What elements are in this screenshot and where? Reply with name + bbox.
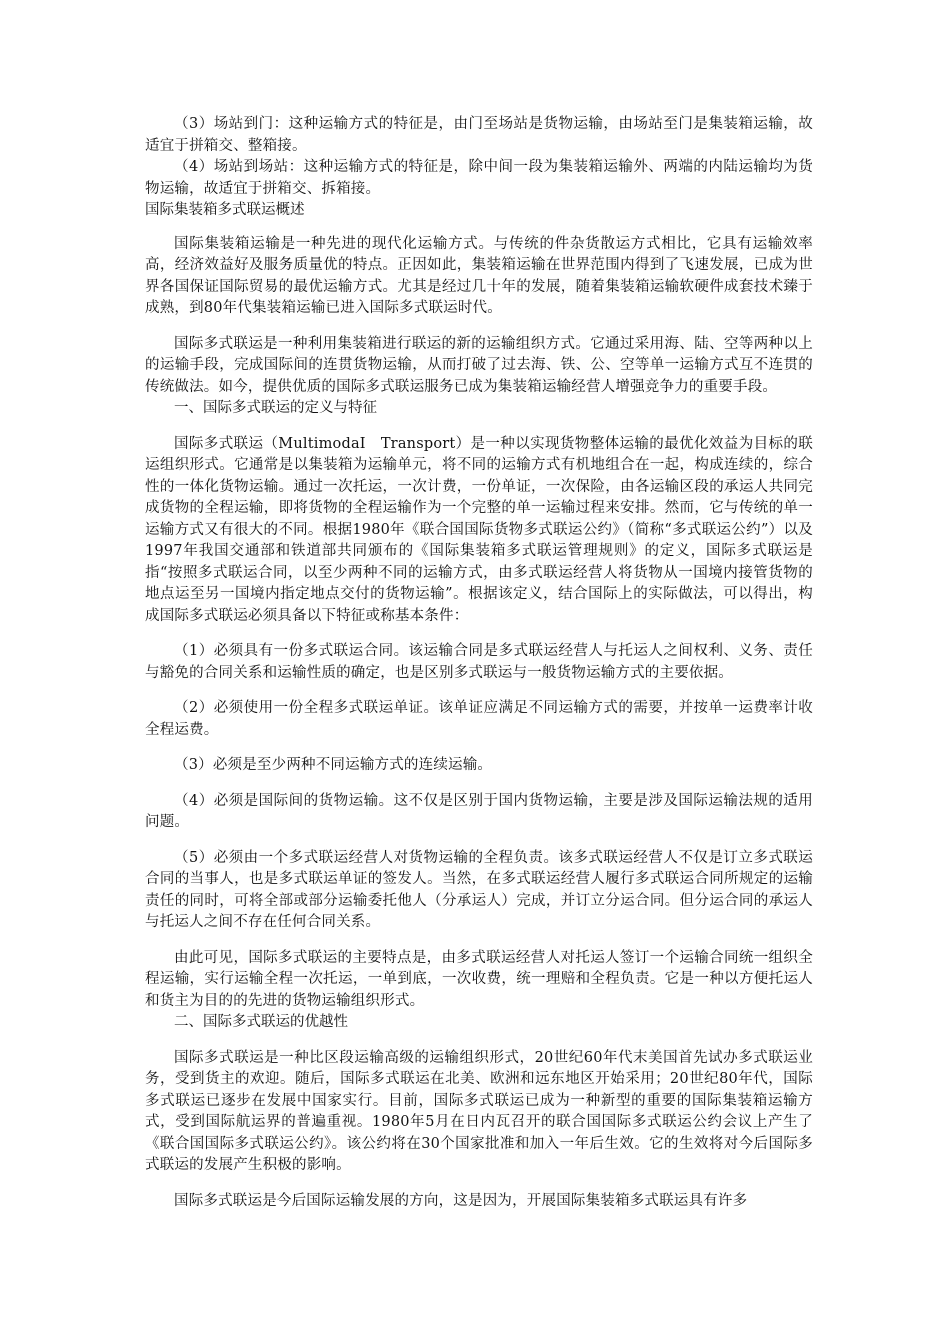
part2-paragraph-2: 国际多式联运是今后国际运输发展的方向，这是因为，开展国际集装箱多式联运具有许多 xyxy=(174,1192,748,1209)
part2-heading: 二、国际多式联运的优越性 xyxy=(174,1014,348,1030)
intro-paragraph-3: （3）场站到门：这种运输方式的特征是，由门至场站是货物运输，由场站至门是集装箱运输，故适宜于拼箱交、整箱接。 xyxy=(145,116,813,154)
intro-paragraph-4: （4）场站到场站：这种运输方式的特征是，除中间一段为集装箱运输外、两端的内陆运输均为货物运输，故适宜于拼箱交、拆箱接。 xyxy=(145,159,813,197)
part2-paragraph-1: 国际多式联运是一种比区段运输高级的运输组织形式，20世纪60年代末美国首先试办多式联运业务，受到货主的欢迎。随后，国际多式联运在北美、欧洲和远东地区开始采用；20世纪80年代，国际多式联运已逐步在发展中国家实行。目前，国际多式联运已成为一种新型的重要的国际集装箱运输方式，受到国际航运界的普遍重视。1980年5月在日内瓦召开的联合国国际多式联运公约会议上产生了《联合国国际多式联运公约》。该公约将在30个国家批准和加入一年后生效。它的生效将对今后国际多式联运的发展产生积极的影响。 xyxy=(145,1049,813,1173)
document-page xyxy=(145,114,813,1212)
overview-paragraph-2: 国际多式联运是一种利用集装箱进行联运的新的运输组织方式。它通过采用海、陆、空等两种以上的运输手段，完成国际间的连贯货物运输，从而打破了过去海、铁、公、空等单一运输方式互不连贯的传统做法。如今，提供优质的国际多式联运服务已成为集装箱运输经营人增强竞争力的重要手段。 xyxy=(145,335,813,395)
condition-1: （1）必须具有一份多式联运合同。该运输合同是多式联运经营人与托运人之间权利、义务、责任与豁免的合同关系和运输性质的确定，也是区别多式联运与一般货物运输方式的主要依据。 xyxy=(145,643,813,681)
condition-5: （5）必须由一个多式联运经营人对货物运输的全程负责。该多式联运经营人不仅是订立多式联运合同的当事人，也是多式联运单证的签发人。当然，在多式联运经营人履行多式联运合同所规定的运输责任的同时，可将全部或部分运输委托他人（分承运人）完成，并订立分运合同。但分运合同的承运人与托运人之间不存在任何合同关系。 xyxy=(145,849,813,930)
condition-2: （2）必须使用一份全程多式联运单证。该单证应满足不同运输方式的需要，并按单一运费率计收全程运费。 xyxy=(145,700,813,738)
overview-paragraph-1: 国际集装箱运输是一种先进的现代化运输方式。与传统的件杂货散运方式相比，它具有运输效率高，经济效益好及服务质量优的特点。正因如此，集装箱运输在世界范围内得到了飞速发展，已成为世界各国保证国际贸易的最优运输方式。尤其是经过几十年的发展，随着集装箱运输软硬件成套技术臻于成熟，到80年代集装箱运输已进入国际多式联运时代。 xyxy=(145,235,813,316)
summary-paragraph: 由此可见，国际多式联运的主要特点是，由多式联运经营人对托运人签订一个运输合同统一组织全程运输，实行运输全程一次托运，一单到底，一次收费，统一理赔和全程负责。它是一种以方便托运人和货主为目的的先进的货物运输组织形式。 xyxy=(145,949,813,1009)
condition-4: （4）必须是国际间的货物运输。这不仅是区别于国内货物运输，主要是涉及国际运输法规的适用问题。 xyxy=(145,792,813,830)
condition-3: （3）必须是至少两种不同运输方式的连续运输。 xyxy=(174,757,493,773)
section-title: 国际集装箱多式联运概述 xyxy=(145,202,305,218)
part1-heading: 一、国际多式联运的定义与特征 xyxy=(174,400,377,416)
definition-paragraph: 国际多式联运（MultimodaI Transport）是一种以实现货物整体运输的最优化效益为目标的联运组织形式。它通常是以集装箱为运输单元，将不同的运输方式有机地组合在一起，构成连续的，综合性的一体化货物运输。通过一次托运，一次计费，一份单证，一次保险，由各运输区段的承运人共同完成货物的全程运输，即将货物的全程运输作为一个完整的单一运输过程来安排。然而，它与传统的单一运输方式又有很大的不同。根据1980年《联合国国际货物多式联运公约》（简称“多式联运公约”）以及1997年我国交通部和铁道部共同颁布的《国际集装箱多式联运管理规则》的定义，国际多式联运是指“按照多式联运合同，以至少两种不同的运输方式，由多式联运经营人将货物从一国境内接管货物的地点运至另一国境内指定地点交付的货物运输”。根据该定义，结合国际上的实际做法，可以得出，构成国际多式联运必须具备以下特征或称基本条件： xyxy=(145,435,813,624)
